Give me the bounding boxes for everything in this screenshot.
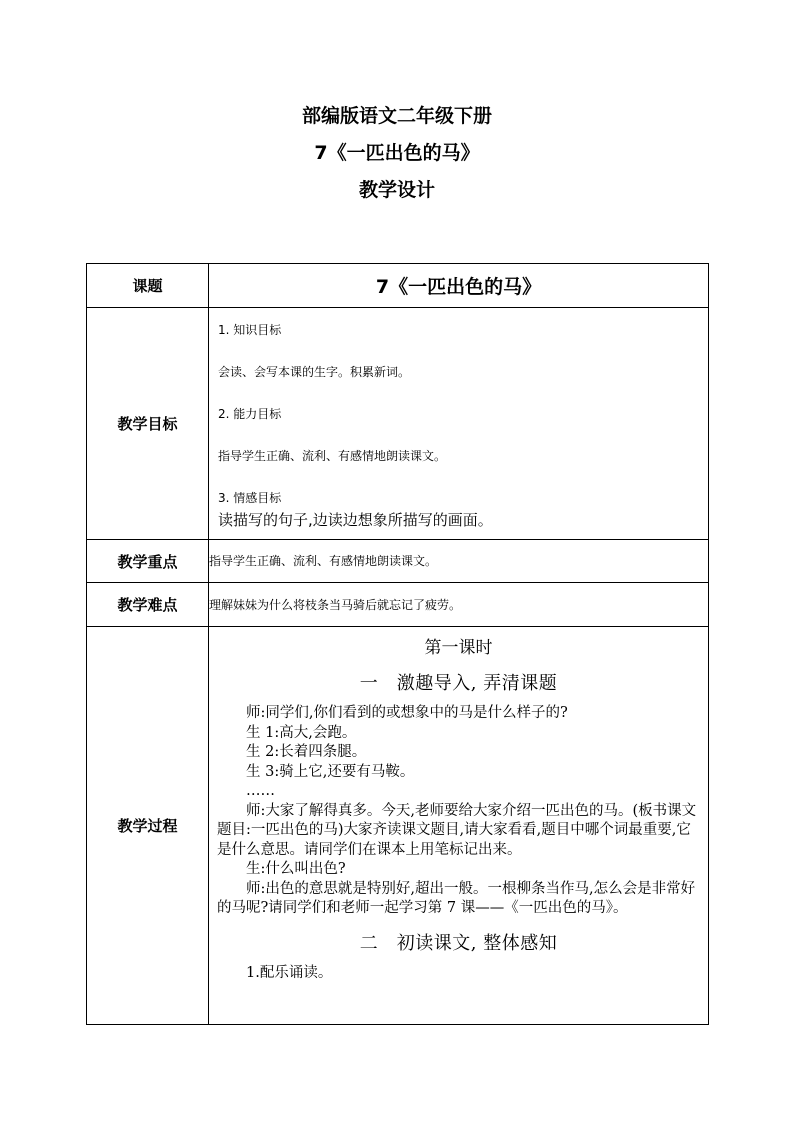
goal-heading-ability: 2. 能力目标 bbox=[218, 407, 282, 421]
step-line: 1.配乐诵读。 bbox=[246, 964, 333, 981]
label-topic: 课题 bbox=[87, 264, 209, 308]
lesson-period: 第一课时 bbox=[424, 638, 493, 658]
dialogue-line: 生 2:长着四条腿。 bbox=[246, 744, 367, 760]
value-goals bbox=[209, 308, 709, 540]
lesson-title: 7《一匹出色的马》 bbox=[314, 142, 480, 164]
row-difficulty bbox=[87, 583, 709, 627]
dialogue-line: 师:出色的意思就是特别好,超出一般。一根柳条当作马,怎么会是非常好的马呢?请同学们和老师一起学习第 7 课——《一匹出色的马》。 bbox=[217, 880, 696, 916]
dialogue-line: …… bbox=[246, 783, 275, 799]
dialogue-line: 生:什么叫出色? bbox=[246, 861, 346, 877]
value-process bbox=[209, 627, 709, 1025]
value-topic: 7《一匹出色的马》 bbox=[209, 264, 709, 308]
dialogue-line: 师:同学们,你们看到的或想象中的马是什么样子的? bbox=[246, 705, 568, 721]
design-title: 教学设计 bbox=[358, 179, 435, 201]
label-key-point: 教学重点 bbox=[87, 540, 209, 583]
goal-heading-emotion: 3. 情感目标 bbox=[218, 491, 282, 505]
section-heading-2: 二 初读课文, 整体感知 bbox=[359, 932, 558, 954]
row-goals bbox=[87, 308, 709, 540]
value-difficulty: 理解妹妹为什么将枝条当马骑后就忘记了疲劳。 bbox=[209, 583, 709, 627]
label-difficulty: 教学难点 bbox=[87, 583, 209, 627]
row-topic bbox=[87, 264, 709, 308]
lesson-plan-table bbox=[86, 263, 709, 1025]
label-process: 教学过程 bbox=[87, 627, 209, 1025]
goal-text-knowledge: 会读、会写本课的生字。积累新词。 bbox=[218, 365, 411, 379]
value-key-point: 指导学生正确、流利、有感情地朗读课文。 bbox=[209, 540, 709, 583]
dialogue-line: 生 3:骑上它,还要有马鞍。 bbox=[246, 763, 415, 780]
textbook-title: 部编版语文二年级下册 bbox=[301, 105, 492, 127]
goal-heading-knowledge: 1. 知识目标 bbox=[218, 323, 282, 337]
label-goals: 教学目标 bbox=[87, 308, 209, 540]
goal-text-ability: 指导学生正确、流利、有感情地朗读课文。 bbox=[218, 449, 447, 463]
row-key-point bbox=[87, 540, 709, 583]
dialogue-line: 生 1:高大,会跑。 bbox=[246, 724, 357, 741]
document-header bbox=[0, 105, 794, 216]
dialogue-line: 师:大家了解得真多。今天,老师要给大家介绍一匹出色的马。(板书课文题目:一匹出色的马)大家齐读课文题目,请大家看看,题目中哪个词最重要,它是什么意思。请同学们在课本上用笔标记出来。 bbox=[217, 802, 697, 858]
goal-text-emotion: 读描写的句子,边读边想象所描写的画面。 bbox=[218, 511, 493, 529]
row-process bbox=[87, 627, 709, 1025]
section-heading-1: 一 激趣导入, 弄清课题 bbox=[359, 673, 558, 694]
